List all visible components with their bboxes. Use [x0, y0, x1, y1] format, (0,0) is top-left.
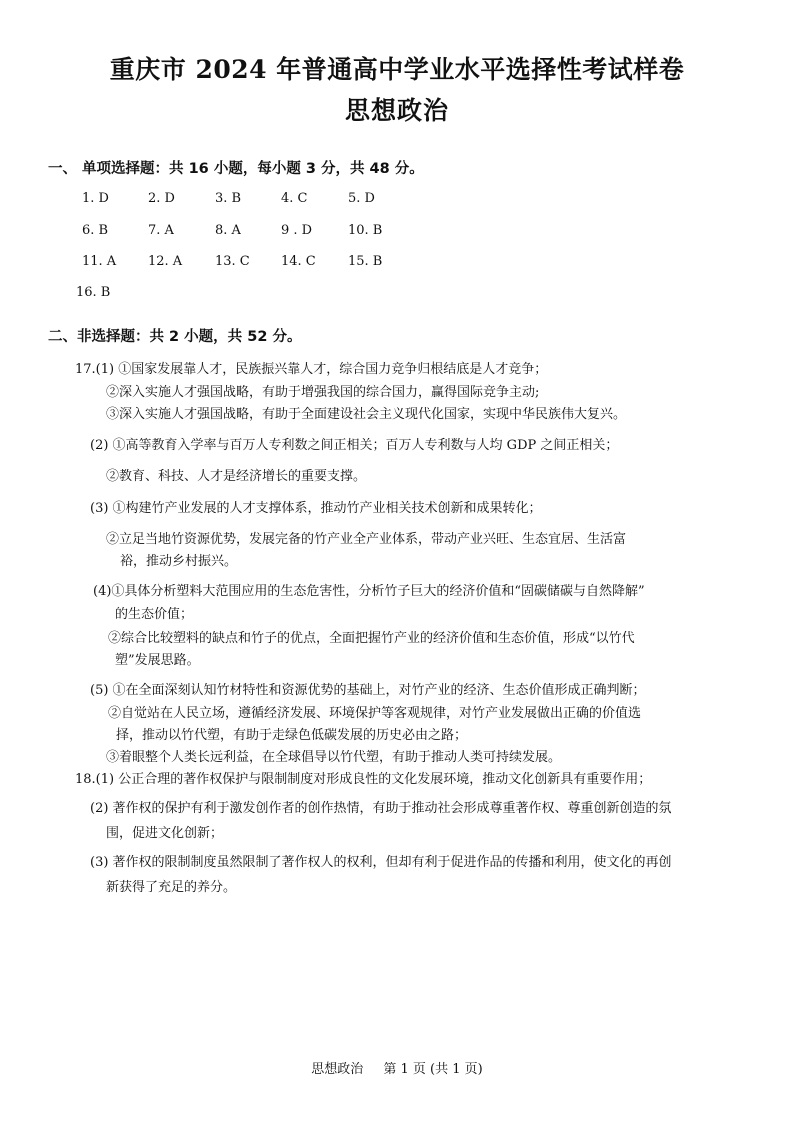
answer-item: 2. D — [148, 191, 175, 206]
answer-item: 7. A — [148, 223, 174, 238]
answer-item: 15. B — [348, 254, 383, 269]
answer-line: 围，促进文化创新； — [106, 826, 224, 841]
answer-line: 的生态价值； — [115, 607, 194, 622]
answer-item: 11. A — [82, 254, 117, 269]
answer-item: 14. C — [281, 254, 316, 269]
answer-line: 塑”发展思路。 — [115, 653, 200, 668]
answer-line: 17.(1) ①国家发展靠人才，民族振兴靠人才，综合国力竞争归根结底是人才竞争； — [75, 362, 548, 377]
section-1-heading: 一、 单项选择题：共 16 小题，每小题 3 分，共 48 分。 — [48, 161, 424, 177]
document-subtitle: 思想政治 — [344, 96, 449, 125]
answer-item: 8. A — [215, 223, 241, 238]
answer-line: (3) ①构建竹产业发展的人才支撑体系，推动竹产业相关技术创新和成果转化； — [90, 501, 542, 516]
answer-line: (2) 著作权的保护有利于激发创作者的创作热情，有助于推动社会形成尊重著作权、尊重创新创造的氛 — [90, 801, 672, 816]
answer-line: 择，推动以竹代塑，有助于走绿色低碳发展的历史必由之路； — [116, 728, 468, 743]
answer-line: ③深入实施人才强国战略，有助于全面建设社会主义现代化国家，实现中华民族伟大复兴。 — [106, 407, 627, 422]
answer-line: 18.(1) 公正合理的著作权保护与限制制度对形成良性的文化发展环境，推动文化创新具有重要作用； — [75, 772, 652, 787]
answer-item: 6. B — [82, 223, 109, 238]
answer-item: 10. B — [348, 223, 383, 238]
answer-line: (3) 著作权的限制制度虽然限制了著作权人的权利，但却有利于促进作品的传播和利用，使文化的再创 — [90, 855, 672, 870]
answer-line: ②教育、科技、人才是经济增长的重要支撑。 — [106, 469, 367, 484]
answer-item: 3. B — [215, 191, 242, 206]
answer-line: (4)①具体分析塑料大范围应用的生态危害性，分析竹子巨大的经济价值和“固碳储碳与自然降解” — [93, 584, 645, 599]
footer-page-number: 第 1 页 (共 1 页) — [383, 1062, 483, 1077]
answer-line: 新获得了充足的养分。 — [106, 880, 237, 895]
answer-line: ②自觉站在人民立场，遵循经济发展、环境保护等客观规律，对竹产业发展做出正确的价值选 — [108, 706, 642, 721]
answer-item: 13. C — [215, 254, 250, 269]
answer-item: 12. A — [148, 254, 183, 269]
answer-line: ②深入实施人才强国战略，有助于增强我国的综合国力，赢得国际竞争主动; — [106, 385, 540, 400]
section-2-heading: 二、非选择题：共 2 小题，共 52 分。 — [48, 329, 302, 345]
answer-item: 4. C — [281, 191, 308, 206]
answer-line: (2) ①高等教育入学率与百万人专利数之间正相关；百万人专利数与人均 GDP 之间正相关； — [90, 438, 619, 453]
page-footer — [0, 1058, 794, 1077]
answer-line: ②综合比较塑料的缺点和竹子的优点，全面把握竹产业的经济价值和生态价值，形成“以竹代 — [108, 631, 635, 646]
answer-item: 9 . D — [281, 223, 313, 238]
answer-item: 16. B — [76, 285, 111, 300]
answer-line: 裕，推动乡村振兴。 — [120, 554, 238, 569]
document-title: 重庆市 2024 年普通高中学业水平选择性考试样卷 — [109, 55, 685, 84]
answer-item: 1. D — [82, 191, 109, 206]
answer-line: ③着眼整个人类长远利益，在全球倡导以竹代塑，有助于推动人类可持续发展。 — [106, 750, 562, 765]
answer-line: ②立足当地竹资源优势，发展完备的竹产业全产业体系，带动产业兴旺、生态宜居、生活富 — [106, 532, 627, 547]
footer-subject: 思想政治 — [311, 1062, 364, 1077]
answer-line: (5) ①在全面深刻认知竹材特性和资源优势的基础上，对竹产业的经济、生态价值形成正确判断； — [90, 683, 646, 698]
answer-item: 5. D — [348, 191, 375, 206]
